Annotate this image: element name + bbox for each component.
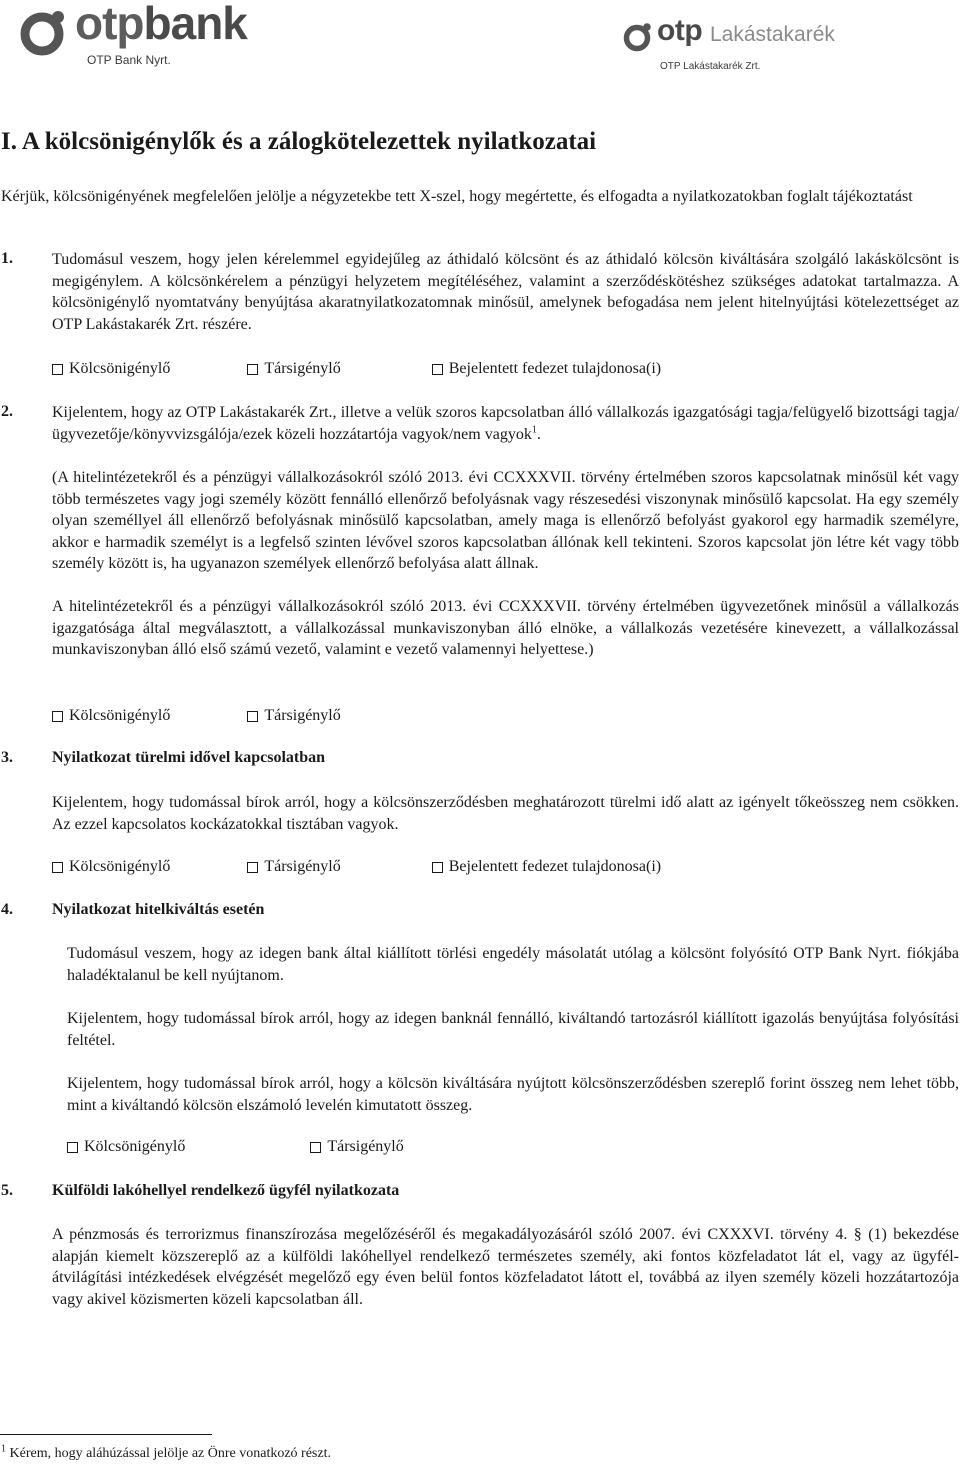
checkbox-collateral-owner[interactable]: Bejelentett fedezet tulajdonosa(i) [432, 360, 661, 378]
section-5-heading: Külföldi lakóhellyel rendelkező ügyfél nyilatkozata [52, 1182, 400, 1199]
checkbox-borrower[interactable]: Kölcsönigénylő [52, 707, 170, 725]
section-3-text: Kijelentem, hogy tudomással bírok arról, hogy a kölcsönszerződésben meghatározott türelmi idő alatt az igényelt tőkeösszeg nem csökken. Az ezzel kapcsolatos kockázatokkal tisztában vagyok. [52, 794, 959, 833]
otp-bank-logo-subtitle: OTP Bank Nyrt. [87, 53, 171, 67]
section-3-number: 3. [1, 749, 13, 766]
checkbox-borrower[interactable]: Kölcsönigénylő [67, 1138, 185, 1156]
section-4-checkboxes [67, 1138, 404, 1156]
footnote-text: Kérem, hogy aláhúzással jelölje az Önre vonatkozó részt. [9, 1446, 331, 1461]
footnote [1, 1443, 331, 1462]
section-3-checkboxes [52, 858, 661, 876]
otp-lakastakarek-logo-mark-icon [623, 22, 653, 52]
footnote-divider [0, 1434, 212, 1435]
section-4-heading: Nyilatkozat hitelkiváltás esetén [52, 901, 265, 918]
checkbox-square-icon [432, 364, 443, 375]
section-2-note-1: (A hitelintézetekről és a pénzügyi vállalkozásokról szóló 2013. évi CCXXXVII. törvény értelmében szoros kapcsolatnak minősül két vagy több természetes vagy jogi személy között fennálló ellenőrző befolyásnak vagy részesedési viszonynak minősülő kapcsolat. Ha egy személy olyan személlyel áll ellenőrző befolyásnak minősülő kapcsolatban, amely maga is ellenőrző befolyást gyakorol egy harmadik személyre, akkor e harmadik személyt is a legfelső szinten lévővel szoros kapcsolatban állónak kell tekinteni. Szoros kapcsolat jön létre két vagy több személy között is, ha ugyanazon személyek ellenőrző befolyása alatt állnak. [52, 469, 959, 572]
page-title: I. A kölcsönigénylők és a zálogkötelezettek nyilatkozatai [1, 128, 597, 155]
otp-bank-logo [20, 2, 270, 74]
section-1-number: 1. [1, 250, 13, 267]
section-2-number: 2. [1, 403, 13, 420]
otp-lakastakarek-logo-subtitle: OTP Lakástakarék Zrt. [660, 61, 761, 72]
checkbox-co-borrower[interactable]: Társigénylő [310, 1138, 403, 1156]
section-2-text: Kijelentem, hogy az OTP Lakástakarék Zrt., illetve a velük szoros kapcsolatban álló vállalkozás igazgatósági tagja/felügyelő bizottsági tagja/ügyvezetője/könyvvizsgálója/ezek közeli hozzátartója vagyok/nem vagyok$^1$. [52, 404, 959, 443]
otp-bank-logo-text: otpbank [75, 0, 247, 49]
section-1-text: Tudomásul veszem, hogy jelen kérelemmel egyidejűleg az áthidaló kölcsönt és az áthidaló kölcsön kiváltására szolgáló lakáskölcsönt is megigénylem. A kölcsönkérelem a pénzügyi helyzetem megítéléséhez, valamint a szerződéskötéshez szükséges adatokat tartalmazza. A kölcsönigénylő nyomtatvány benyújtása akaratnyilatkozatomnak minősül, amelynek befogadása nem jelent hitelnyújtási kötelezettséget az OTP Lakástakarék Zrt. részére. [52, 251, 959, 333]
otp-lakastakarek-logo-otp: otp [657, 14, 703, 47]
otp-lakastakarek-logo [623, 14, 923, 78]
intro-text: Kérjük, kölcsönigényének megfelelően jelölje a négyzetekbe tett X-szel, hogy megértette, és elfogadta a nyilatkozatokban foglalt tájékoztatást [1, 188, 913, 205]
section-5-text: A pénzmosás és terrorizmus finanszírozása megelőzéséről és megakadályozásáról szóló 2007. évi CXXXVI. törvény 4. § (1) bekezdése alapján kiemelt közszereplő az a külföldi lakóhellyel rendelkező természetes személy, aki fontos közfeladatot lát el, vagy az ügyfél-átvilágítási intézkedések elvégzését megelőző egy éven belül fontos közfeladatot látott el, továbbá az ilyen személy közeli hozzátartozója vagy akivel közismerten közeli kapcsolatban áll. [52, 1226, 959, 1308]
checkbox-collateral-owner[interactable]: Bejelentett fedezet tulajdonosa(i) [432, 858, 661, 876]
checkbox-square-icon [52, 711, 63, 722]
section-4-paragraph-3: Kijelentem, hogy tudomással bírok arról, hogy a kölcsön kiváltására nyújtott kölcsönszerződésben szereplő forint összeg nem lehet több, mint a kiváltandó kölcsön elszámoló levelén kimutatott összeg. [67, 1075, 959, 1114]
footnote-reference: 1 [531, 424, 537, 436]
checkbox-borrower[interactable]: Kölcsönigénylő [52, 858, 170, 876]
checkbox-square-icon [247, 862, 258, 873]
otp-logo-mark-icon [20, 8, 68, 56]
checkbox-square-icon [247, 711, 258, 722]
section-2-note-2: A hitelintézetekről és a pénzügyi vállalkozásokról szóló 2013. évi CCXXXVII. törvény értelmében ügyvezetőnek minősül a vállalkozás igazgatósága által megválasztott, a vállalkozással munkaviszonyban álló elnöke, a vállalkozás vezetésére kinevezett, a vállalkozással munkaviszonyban álló első számú vezető, valamint e vezető valamennyi helyettese.) [52, 598, 959, 658]
checkbox-square-icon [67, 1142, 78, 1153]
section-2-checkboxes [52, 707, 341, 725]
section-4-paragraph-1: Tudomásul veszem, hogy az idegen bank által kiállított törlési engedély másolatát utólag a kölcsönt folyósító OTP Bank Nyrt. fiókjába haladéktalanul be kell nyújtanom. [67, 945, 959, 984]
checkbox-square-icon [247, 364, 258, 375]
checkbox-borrower[interactable]: Kölcsönigénylő [52, 360, 170, 378]
checkbox-square-icon [310, 1142, 321, 1153]
section-3-heading: Nyilatkozat türelmi idővel kapcsolatban [52, 749, 326, 766]
checkbox-co-borrower[interactable]: Társigénylő [247, 858, 340, 876]
checkbox-square-icon [432, 862, 443, 873]
section-4-paragraph-2: Kijelentem, hogy tudomással bírok arról, hogy az idegen banknál fennálló, kiváltandó tartozásról kiállított igazolás benyújtása folyósítási feltétel. [67, 1010, 959, 1049]
footnote-mark: 1 [1, 1443, 6, 1455]
section-5-number: 5. [1, 1182, 13, 1199]
otp-lakastakarek-logo-name: Lakástakarék [710, 23, 835, 46]
section-1-checkboxes [52, 360, 661, 378]
checkbox-square-icon [52, 862, 63, 873]
checkbox-co-borrower[interactable]: Társigénylő [247, 707, 340, 725]
checkbox-square-icon [52, 364, 63, 375]
section-4-number: 4. [1, 901, 13, 918]
checkbox-co-borrower[interactable]: Társigénylő [247, 360, 340, 378]
